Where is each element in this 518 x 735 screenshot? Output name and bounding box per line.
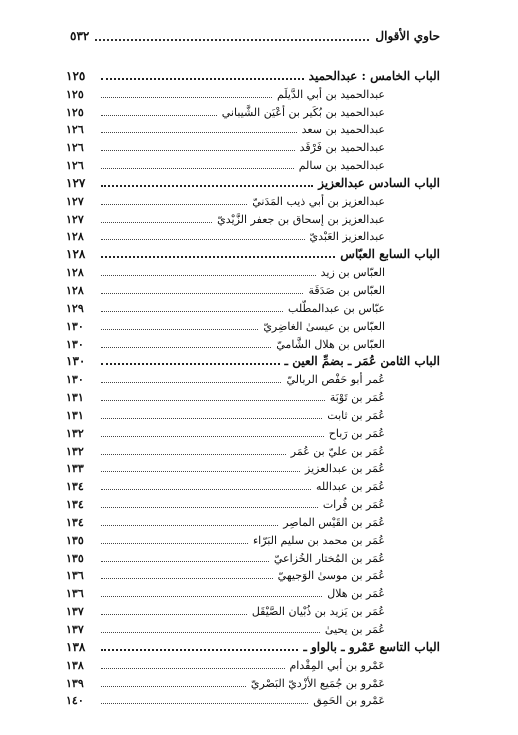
toc-entry-row	[66, 584, 440, 602]
entry-title: عُمَر بن موسىٰ الوَجيهيّ	[277, 569, 385, 583]
toc-entry-row	[66, 477, 440, 495]
toc-entry-row	[66, 299, 440, 317]
entry-title: عُمَر بن عبدالله	[315, 480, 385, 494]
leader-dots	[101, 204, 247, 205]
toc-entry-row	[66, 103, 440, 121]
toc-entry-row	[66, 460, 440, 478]
leader-dots	[101, 275, 316, 276]
leader-dots	[101, 293, 303, 294]
page-ref: ١٣٤	[66, 515, 84, 529]
toc-entry-row	[66, 121, 440, 139]
leader-dots	[101, 454, 286, 455]
toc-chapter-row	[66, 638, 440, 656]
page-ref: ١٢٨	[66, 247, 86, 262]
entry-title: عُمَر بن رَباح	[328, 426, 385, 440]
leader-dots	[101, 363, 280, 365]
leader-dots	[101, 132, 297, 133]
page-ref: ١٢٨	[66, 283, 84, 297]
leader-dots	[101, 382, 281, 383]
toc-entry-row	[66, 263, 440, 281]
leader-dots	[101, 436, 324, 437]
toc-entry-row	[66, 513, 440, 531]
leader-dots	[101, 489, 311, 490]
leader-dots	[101, 239, 305, 240]
leader-dots	[101, 578, 273, 579]
page-ref: ١٣٥	[66, 533, 84, 547]
page-ref: ١٣٦	[66, 587, 84, 601]
chapter-title: الباب الخامس : عبدالحميد	[308, 68, 440, 83]
page-ref: ١٢٩	[66, 301, 84, 315]
toc-entry-row	[66, 281, 440, 299]
entry-title: عُمَر بن ثابت	[327, 408, 385, 422]
leader-dots	[101, 329, 258, 330]
entry-title: عُمَر بن عليّ بن عُمَر	[290, 444, 385, 458]
leader-dots	[101, 115, 217, 116]
entry-title: عُمَر بن المُختار الخُزاعيّ	[273, 551, 385, 565]
entry-title: عبدالحميد بن سالم	[298, 159, 385, 173]
page-ref: ١٣٤	[66, 498, 84, 512]
page-ref: ١٢٨	[66, 230, 84, 244]
entry-title: عبدالعزيز العَبْديّ	[309, 230, 385, 244]
entry-title: عُمَر بن يحيىٰ	[324, 623, 385, 636]
page-ref: ١٣١	[66, 391, 84, 405]
page-number: ٥٣٢	[70, 29, 90, 43]
leader-dots	[101, 78, 304, 80]
page-ref: ١٢٥	[66, 68, 86, 83]
entry-title: عُمَر بن هلال	[327, 587, 385, 601]
entry-title: عُمَر بن محمد بن سليم البَرّاء	[253, 533, 385, 547]
leader-dots	[101, 256, 335, 258]
toc-entry-row	[66, 317, 440, 335]
entry-title: عَمْرو بن أبي المِقْدام	[289, 658, 385, 672]
page-ref: ١٣٠	[66, 373, 84, 387]
page-ref: ١٣٩	[66, 676, 84, 690]
entry-title: عُمر أبو حَفْص الرباليّ	[286, 373, 385, 387]
toc-chapter-row	[66, 353, 440, 371]
page-ref: ١٣٥	[66, 551, 84, 565]
leader-dots	[101, 596, 322, 597]
entry-title: عبّاس بن عبدالمطّلب	[288, 301, 385, 315]
leader-dots	[101, 525, 278, 526]
page-ref: ١٢٥	[66, 87, 84, 101]
page-ref: ١٣٧	[66, 605, 84, 619]
page-ref: ١٣٨	[66, 658, 84, 672]
entry-title: العبّاس بن عيسىٰ الغاضِريّ	[263, 319, 385, 333]
entry-title: العبّاس بن زيد	[320, 266, 385, 280]
toc-entry-row	[66, 388, 440, 406]
leader-dots	[101, 632, 320, 633]
toc-entry-row	[66, 424, 440, 442]
entry-title: عُمَر بن تَوْبَة	[329, 391, 385, 405]
entry-title: عَمْرو بن الحَمِق	[313, 694, 385, 708]
page-ref: ١٢٦	[66, 123, 84, 137]
page-ref: ١٣٠	[66, 337, 84, 351]
page-ref: ١٣٤	[66, 480, 84, 494]
page-ref: ١٣٢	[66, 444, 84, 458]
entry-title: عبدالحميد بن بُكَير بن أعْيَن الشَّيباني	[221, 105, 385, 119]
toc-entry-row	[66, 156, 440, 174]
chapter-title: الباب السادس عبدالعزيز	[318, 175, 440, 190]
leader-dots	[101, 400, 325, 401]
page-ref: ١٣٢	[66, 426, 84, 440]
entry-title: عُمَر بن القَيْس الماصِر	[283, 515, 385, 529]
leader-dots	[101, 222, 212, 223]
toc-entry-row	[66, 602, 440, 620]
page-ref: ١٣١	[66, 408, 84, 422]
leader-dots	[101, 507, 318, 508]
table-of-contents	[66, 67, 440, 709]
toc-entry-row	[66, 531, 440, 549]
toc-entry-row	[66, 192, 440, 210]
toc-entry-row	[66, 442, 440, 460]
page-ref: ١٢٧	[66, 194, 84, 208]
page-ref: ١٣٣	[66, 462, 84, 476]
entry-title: عبدالعزيز بن أبي ذيب المَدَنيّ	[252, 194, 385, 208]
page-ref: ١٣٨	[66, 639, 86, 654]
header-leader-dots	[95, 31, 369, 41]
leader-dots	[101, 311, 283, 312]
page-ref: ١٢٥	[66, 105, 84, 119]
toc-entry-row	[66, 692, 440, 710]
leader-dots	[101, 614, 247, 615]
page-ref: ١٣٧	[66, 623, 84, 636]
leader-dots	[101, 703, 308, 704]
chapter-title: الباب الثامن عُمَر ـ بضمِّ العين ـ	[284, 354, 440, 369]
page-ref: ١٣٠	[66, 354, 86, 369]
toc-chapter-row	[66, 174, 440, 192]
leader-dots	[101, 150, 295, 151]
toc-entry-row	[66, 549, 440, 567]
leader-dots	[101, 561, 269, 562]
leader-dots	[101, 686, 246, 687]
leader-dots	[101, 471, 300, 472]
entry-title: عبدالحميد بن سعد	[301, 123, 385, 137]
entry-title: عَمْرو بن جُمَيع الأزْديّ البَصْريّ	[250, 676, 385, 690]
entry-title: عبدالحميد بن أبي الدَّيلَم	[276, 87, 385, 101]
leader-dots	[101, 168, 294, 169]
toc-entry-row	[66, 406, 440, 424]
leader-dots	[101, 543, 248, 544]
toc-entry-row	[66, 335, 440, 353]
page-ref: ١٣٠	[66, 319, 84, 333]
page-ref: ١٢٦	[66, 141, 84, 155]
page-ref: ١٤٠	[66, 694, 84, 708]
page-ref: ١٢٨	[66, 266, 84, 280]
leader-dots	[101, 97, 272, 98]
entry-title: العبّاس بن صَدَقَة	[308, 283, 385, 297]
toc-entry-row	[66, 495, 440, 513]
toc-chapter-row	[66, 245, 440, 263]
toc-entry-row	[66, 567, 440, 585]
toc-entry-row	[66, 210, 440, 228]
toc-entry-row	[66, 138, 440, 156]
entry-title: عُمَر بن يَزيد بن ذُبْيان الصَّيْقَل	[251, 605, 385, 619]
entry-title: عبدالعزيز بن إسحاق بن جعفر الزَّيْديّ	[217, 212, 385, 226]
leader-dots	[101, 185, 313, 187]
toc-entry-row	[66, 620, 440, 638]
toc-entry-row	[66, 228, 440, 246]
leader-dots	[101, 347, 271, 348]
running-title: حاوي الأقوال	[375, 29, 440, 43]
toc-entry-row	[66, 370, 440, 388]
entry-title: عُمَر بن فُرات	[322, 498, 385, 512]
page-header	[66, 26, 440, 46]
chapter-title: الباب التاسع عَمْرو ـ بالواو ـ	[303, 639, 440, 654]
leader-dots	[101, 668, 285, 669]
leader-dots	[101, 649, 298, 651]
leader-dots	[101, 418, 322, 419]
page-ref: ١٢٧	[66, 212, 84, 226]
toc-entry-row	[66, 656, 440, 674]
page-ref: ١٣٦	[66, 569, 84, 583]
page-ref: ١٢٧	[66, 175, 86, 190]
entry-title: عُمَر بن عبدالعزيز	[305, 462, 385, 476]
page-ref: ١٢٦	[66, 159, 84, 173]
toc-entry-row	[66, 85, 440, 103]
chapter-title: الباب السابع العبّاس	[340, 247, 440, 262]
toc-chapter-row	[66, 67, 440, 85]
entry-title: العبّاس بن هلال الشَّاميّ	[276, 337, 385, 351]
toc-entry-row	[66, 674, 440, 692]
entry-title: عبدالحميد بن فَرْقَد	[299, 141, 385, 155]
